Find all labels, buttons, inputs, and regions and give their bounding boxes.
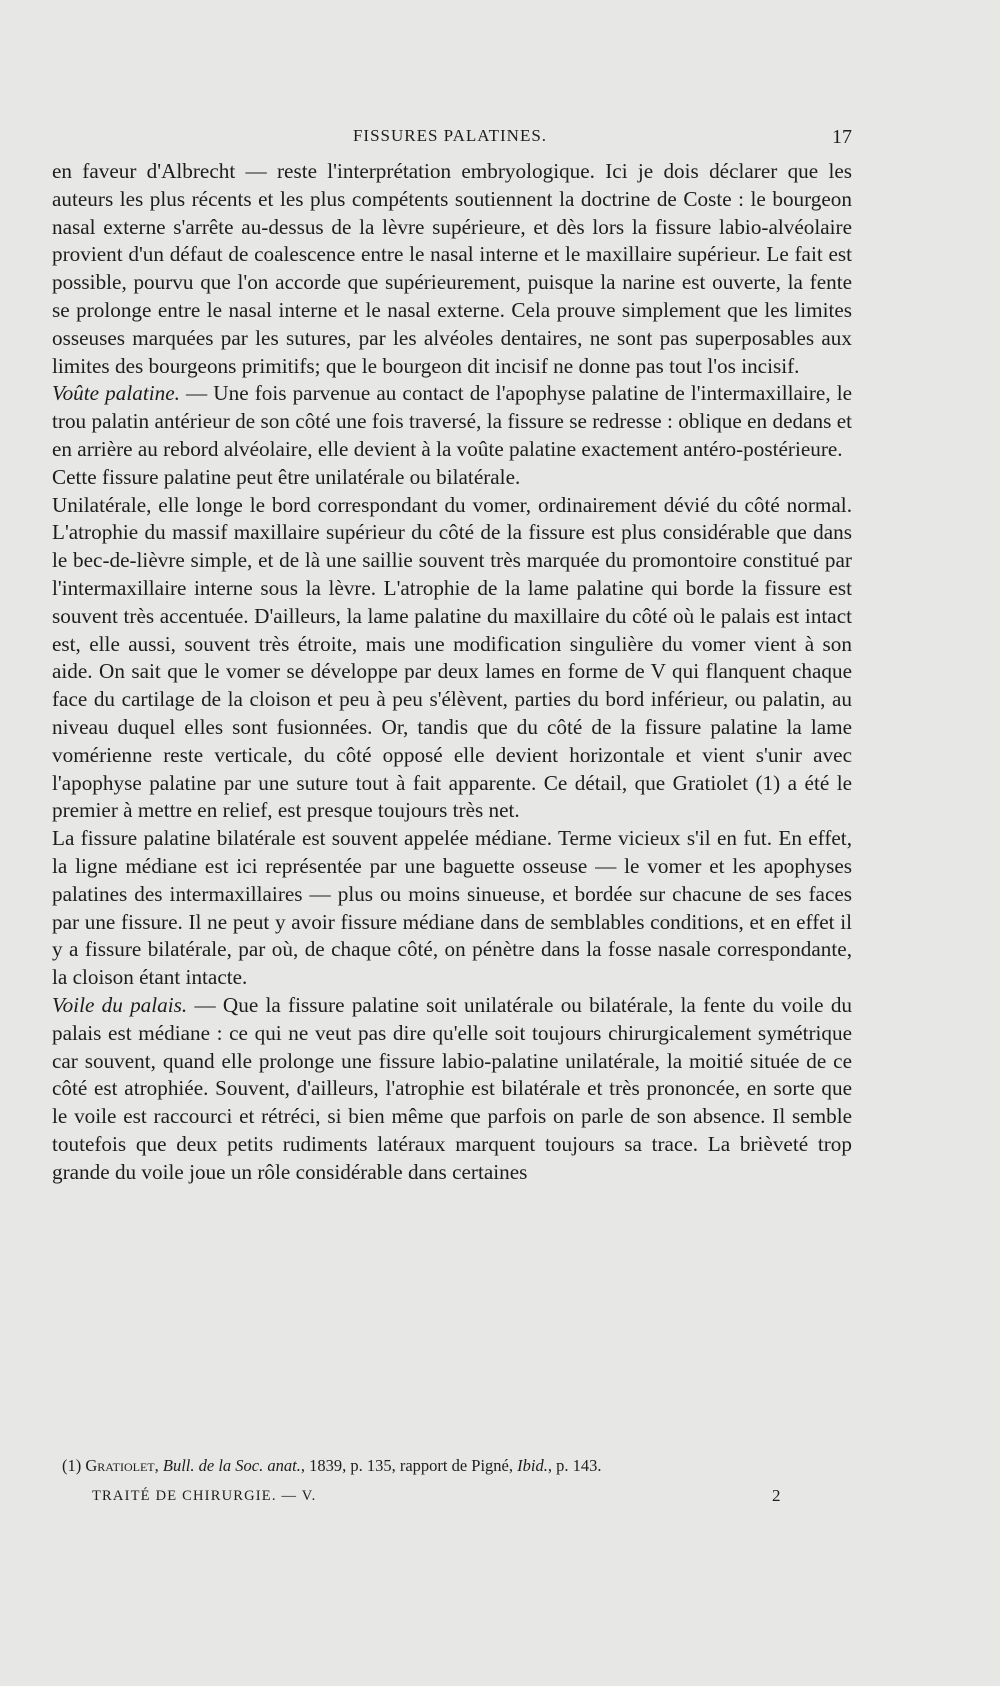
paragraph-1 [52, 158, 852, 380]
footnote-author: Gratiolet, [85, 1456, 159, 1475]
signature-line: TRAITÉ DE CHIRURGIE. — V. [92, 1488, 317, 1504]
paragraph-1-text: en faveur d'Albrecht — reste l'interprétation embryologique. Ici je dois déclarer que les auteurs les plus récents et les plus compétents soutiennent la doctrine de Coste : le bourgeon nasal externe s'arrête au-dessus de la lèvre supérieure, et dès lors la fissure labio-alvéolaire provient d'un défaut de coalescence entre le nasal interne et le maxillaire supérieur. Le fait est possible, pourvu que l'on accorde que supérieurement, puisque la narine est ouverte, la fente se prolonge entre le nasal interne et le nasal externe. Cela prouve simplement que les limites osseuses marquées par les sutures, par les alvéoles dentaires, ne sont pas superposables aux limites des bourgeons primitifs; que le bourgeon dit incisif ne donne pas tout l'os incisif. [52, 159, 852, 378]
footnote-end: , p. 143. [547, 1456, 602, 1475]
paragraph-3-text: Cette fissure palatine peut être unilatérale ou bilatérale. [52, 464, 521, 489]
paragraph-3 [52, 464, 852, 492]
running-title: FISSURES PALATINES. [352, 126, 548, 145]
footnote-ibid: Ibid. [517, 1456, 548, 1475]
paragraph-4 [52, 492, 852, 826]
page-number: 17 [832, 126, 852, 148]
paragraph-4-text: Unilatérale, elle longe le bord correspondant du vomer, ordinairement dévié du côté normal. L'atrophie du massif maxillaire supérieur du côté de la fissure est plus considérable que dans le bec-de-lièvre simple, et de là une saillie souvent très marquée du promontoire constitué par l'intermaxillaire interne sous la lèvre. L'atrophie de la lame palatine qui borde la fissure est souvent très accentuée. D'ailleurs, la lame palatine du maxillaire du côté où le palais est intact est, elle aussi, souvent très étroite, mais une modification singulière du vomer vient à son aide. On sait que le vomer se développe par deux lames en forme de V qui flanquent chaque face du cartilage de la cloison et peu à peu s'élèvent, parties du bord inférieur, ou palatin, au niveau duquel elles sont fusionnées. Or, tandis que du côté de la fissure palatine la lame vomérienne reste verticale, du côté opposé elle devient horizontale et vient s'unir avec l'apophyse palatine par une suture tout à fait apparente. Ce détail, que Gratiolet (1) a été le premier à mettre en relief, est presque toujours très net. [52, 492, 852, 823]
paragraph-voile-du-palais [52, 992, 852, 1187]
signature-sheet-number: 2 [772, 1486, 781, 1505]
section-heading-voile-du-palais: Voile du palais. [52, 992, 188, 1017]
footnote-rest: , 1839, p. 135, rapport de Pigné, [300, 1456, 518, 1475]
footnote-journal: Bull. de la Soc. anat. [162, 1456, 301, 1475]
paragraph-5 [52, 825, 852, 992]
footnote-marker: (1) [62, 1456, 82, 1475]
footnote [62, 1456, 852, 1476]
section-heading-voute-palatine: Voûte palatine. [52, 381, 180, 406]
paragraph-voute-palatine [52, 380, 852, 463]
paragraph-5-text: La fissure palatine bilatérale est souvent appelée médiane. Terme vicieux s'il en fut. En effet, la ligne médiane est ici représentée par une baguette osseuse — le vomer et les apophyses palatines des intermaxillaires — plus ou moins sinueuse, et bordée sur chacune de ses faces par une fissure. Il ne peut y avoir fissure médiane dans de semblables conditions, et en effet il y a fissure bilatérale, par où, de chaque côté, on pénètre dans la fosse nasale correspondante, la cloison étant intacte. [52, 826, 852, 990]
body-text [52, 158, 852, 1186]
paragraph-2-text: — Une fois parvenue au contact de l'apophyse palatine de l'intermaxillaire, le trou palatin antérieur de son côté une fois traversé, la fissure se redresse : oblique en dedans et en arrière au rebord alvéolaire, elle devient à la voûte palatine exactement antéro-postérieure. [52, 381, 853, 461]
paragraph-6-text: — Que la fissure palatine soit unilatérale ou bilatérale, la fente du voile du palais est médiane : ce qui ne veut pas dire qu'elle soit toujours chirurgicalement symétrique car souvent, quand elle prolonge une fissure labio-palatine unilatérale, la moitié située de ce côté est atrophiée. Souvent, d'ailleurs, l'atrophie est bilatérale et très prononcée, en sorte que le voile est raccourci et rétréci, si bien même que parfois on parle de son absence. Il semble toutefois que deux petits rudiments latéraux marquent toujours sa trace. La brièveté trop grande du voile joue un rôle considérable dans certaines [52, 992, 853, 1184]
running-head [48, 126, 852, 150]
